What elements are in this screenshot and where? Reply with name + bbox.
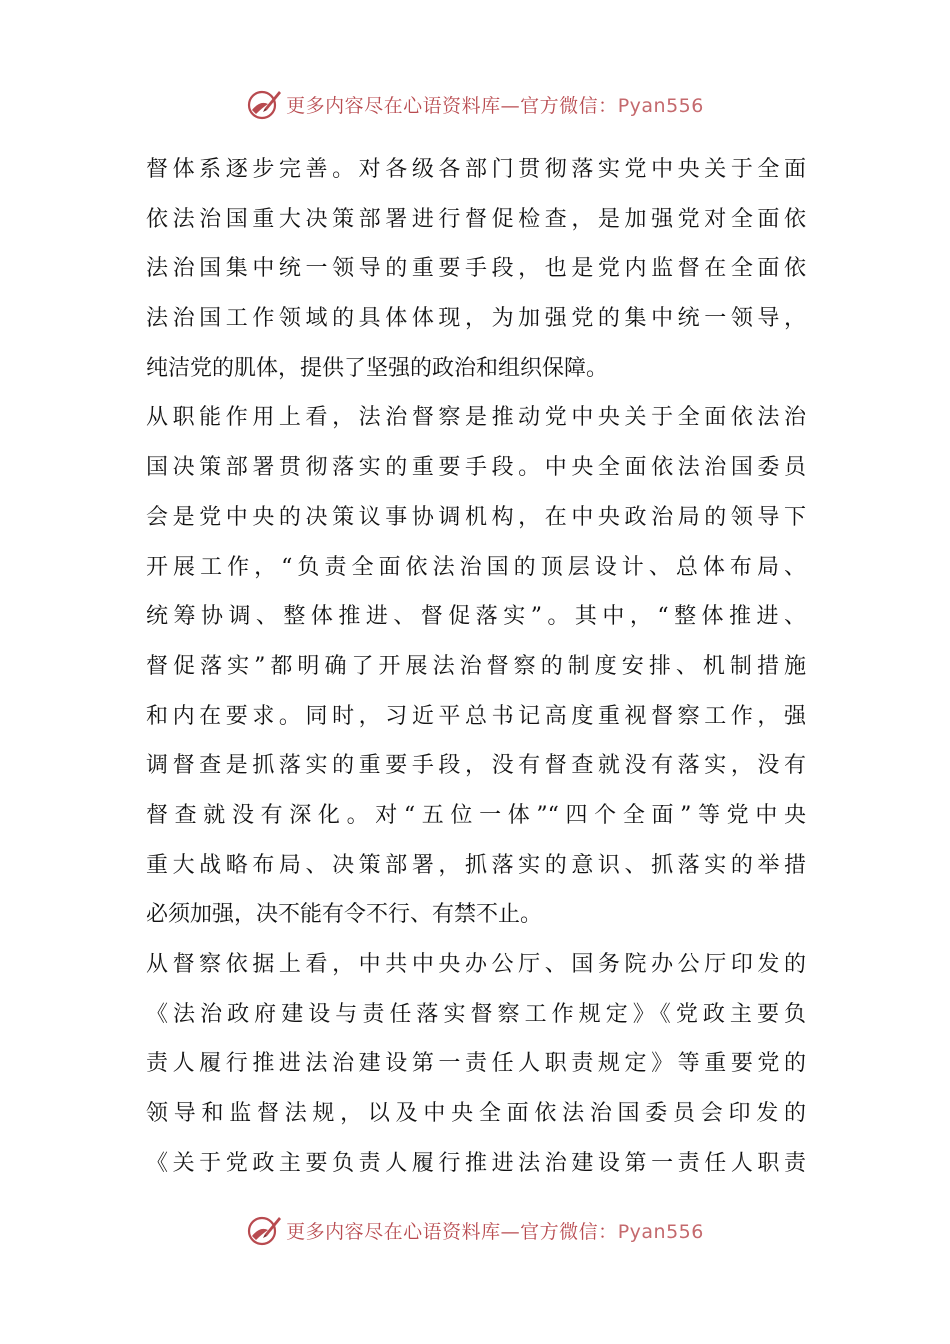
header-brand-text: 更多内容尽在心语资料库 xyxy=(286,94,501,117)
text-line: 统筹协调、整体推进、督促落实”。其中，“整体推进、 xyxy=(146,604,806,630)
document-body xyxy=(146,145,806,1188)
header-wechat-label: 官方微信： xyxy=(520,94,618,117)
text-line: 督体系逐步完善。对各级各部门贯彻落实党中央关于全面 xyxy=(146,157,806,182)
pen-logo-icon xyxy=(246,86,282,122)
text-line: 法治国集中统一领导的重要手段，也是党内监督在全面依 xyxy=(146,256,806,282)
text-line: 会是党中央的决策议事协调机构，在中央政治局的领导下 xyxy=(146,504,806,530)
footer-separator: — xyxy=(500,1220,521,1243)
header-banner xyxy=(0,82,950,126)
text-line: 依法治国重大决策部署进行督促检查，是加强党对全面依 xyxy=(146,206,806,232)
footer-banner xyxy=(0,1208,950,1252)
header-wechat-id: Pyan556 xyxy=(617,94,704,117)
text-line: 国决策部署贯彻落实的重要手段。中央全面依法治国委员 xyxy=(146,455,806,481)
text-line: 领导和监督法规，以及中央全面依法治国委员会印发的 xyxy=(146,1101,806,1127)
text-line: 《关于党政主要负责人履行推进法治建设第一责任人职责 xyxy=(146,1150,806,1176)
text-line: 纯洁党的肌体，提供了坚强的政治和组织保障。 xyxy=(146,355,609,381)
text-line: 重大战略布局、决策部署，抓落实的意识、抓落实的举措 xyxy=(146,852,806,878)
text-line: 督促落实”都明确了开展法治督察的制度安排、机制措施 xyxy=(146,653,806,679)
footer-wechat-label: 官方微信： xyxy=(520,1220,618,1243)
footer-wechat-id: Pyan556 xyxy=(617,1220,704,1243)
footer-brand-text: 更多内容尽在心语资料库 xyxy=(286,1220,501,1243)
pen-logo-icon xyxy=(246,1212,282,1248)
text-line: 责人履行推进法治建设第一责任人职责规定》等重要党的 xyxy=(146,1051,806,1077)
text-line: 从督察依据上看，中共中央办公厅、国务院办公厅印发的 xyxy=(146,952,806,977)
text-line: 和内在要求。同时，习近平总书记高度重视督察工作，强 xyxy=(146,703,806,729)
text-line: 法治国工作领域的具体体现，为加强党的集中统一领导， xyxy=(146,306,806,332)
header-separator: — xyxy=(500,94,521,117)
text-line: 督查就没有深化。对“五位一体”“四个全面”等党中央 xyxy=(146,802,806,828)
text-line: 调督查是抓落实的重要手段，没有督查就没有落实，没有 xyxy=(146,753,806,779)
text-line: 必须加强，决不能有令不行、有禁不止。 xyxy=(146,902,543,928)
text-line: 从职能作用上看，法治督察是推动党中央关于全面依法治 xyxy=(146,405,806,431)
text-line: 开展工作，“负责全面依法治国的顶层设计、总体布局、 xyxy=(146,554,806,580)
text-line: 《法治政府建设与责任落实督察工作规定》《党政主要负 xyxy=(146,1001,806,1027)
